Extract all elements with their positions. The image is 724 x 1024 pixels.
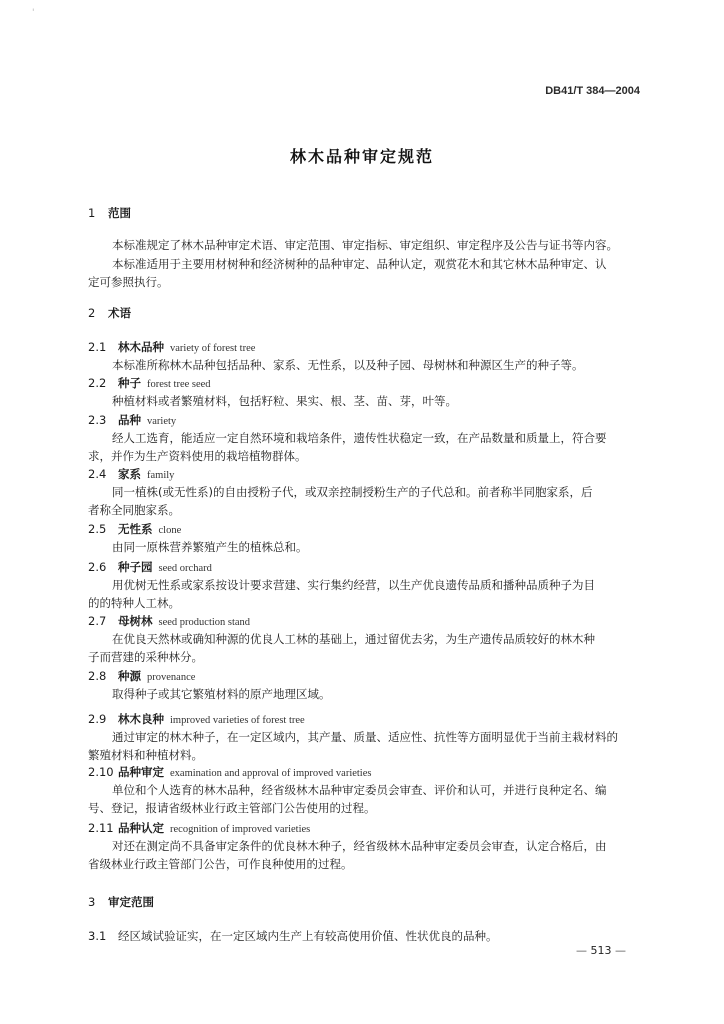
term-number: 2.6 [88, 560, 107, 574]
term-definition-line: 求，并作为生产资料使用的栽培植物群体。 [88, 449, 307, 463]
term-heading [88, 559, 212, 577]
term-name-cn: 母树林 [118, 614, 153, 628]
term-number: 2.11 [88, 821, 114, 835]
term-definition-line: 种植材料或者繁殖材料，包括籽粒、果实、根、茎、苗、芽，叶等。 [112, 394, 457, 408]
term-name-en: forest tree seed [147, 379, 211, 390]
scope-paragraph-2-line-1: 本标准适用于主要用材树种和经济树种的品种审定、品种认定，观赏花木和其它林木品种审定、认 [112, 257, 607, 271]
scope-paragraph-2-line-2: 定可参照执行。 [88, 275, 169, 289]
scan-mark: ' [32, 8, 36, 18]
term-name-cn: 林木品种 [118, 340, 164, 354]
term-heading [88, 412, 176, 430]
term-name-en: recognition of improved varieties [170, 824, 311, 835]
section-number: 2 [88, 306, 96, 320]
page-number-dash: — [576, 944, 587, 957]
term-number: 2.4 [88, 467, 107, 481]
page-number-value: 513 [590, 944, 612, 957]
term-heading [88, 613, 250, 631]
section-heading-1 [88, 205, 131, 221]
term-definition-line: 繁殖材料和种植材料。 [88, 748, 203, 762]
section-number: 1 [88, 206, 96, 220]
term-definition-line: 的的特种人工林。 [88, 596, 180, 610]
term-name-cn: 品种认定 [118, 821, 164, 835]
section-title: 术语 [108, 306, 131, 320]
term-name-cn: 种子 [118, 376, 141, 390]
section3-item [88, 928, 498, 944]
term-heading [88, 820, 310, 838]
term-definition-line: 取得种子或其它繁殖材料的原产地理区域。 [112, 687, 331, 701]
term-name-cn: 种子园 [118, 560, 153, 574]
term-name-cn: 无性系 [118, 522, 153, 536]
section-title: 审定范围 [108, 895, 154, 909]
term-number: 2.10 [88, 765, 114, 779]
term-definition-line: 号、登记，报请省级林业行政主管部门公告使用的过程。 [88, 801, 376, 815]
term-definition-line: 本标准所称林木品种包括品种、家系、无性系，以及种子园、母树林和种源区生产的种子等。 [112, 358, 584, 372]
term-name-en: provenance [147, 672, 196, 683]
term-definition-line: 通过审定的林木种子，在一定区域内，其产量、质量、适应性、抗性等方面明显优于当前主栽材料的 [112, 730, 618, 744]
term-name-en: seed orchard [158, 563, 212, 574]
term-definition-line: 经人工选育，能适应一定自然环境和栽培条件，遗传性状稳定一致，在产品数量和质量上，符合要 [112, 431, 607, 445]
term-name-en: improved varieties of forest tree [170, 715, 305, 726]
term-heading [88, 711, 305, 729]
term-name-cn: 品种 [118, 413, 141, 427]
term-heading [88, 521, 181, 539]
term-definition-line: 由同一原株营养繁殖产生的植株总和。 [112, 540, 308, 554]
term-name-en: seed production stand [158, 617, 251, 628]
term-name-cn: 种源 [118, 669, 141, 683]
term-heading [88, 466, 174, 484]
term-name-en: family [147, 470, 175, 481]
term-name-en: examination and approval of improved varieties [170, 768, 372, 779]
section-heading-3 [88, 894, 154, 910]
term-name-en: variety [147, 416, 177, 427]
term-definition-line: 者称全同胞家系。 [88, 503, 180, 517]
term-name-cn: 家系 [118, 467, 141, 481]
term-number: 2.1 [88, 340, 107, 354]
page-number-dash: — [615, 944, 626, 957]
page-title: 林木品种审定规范 [289, 147, 434, 166]
term-number: 2.3 [88, 413, 107, 427]
term-number: 2.9 [88, 712, 107, 726]
section-title: 范围 [108, 206, 131, 220]
term-name-en: variety of forest tree [170, 343, 256, 354]
term-definition-line: 同一植株(或无性系)的自由授粉子代，或双亲控制授粉生产的子代总和。前者称半同胞家系，后 [112, 485, 593, 499]
term-name-cn: 林木良种 [118, 712, 164, 726]
term-heading [88, 764, 371, 782]
term-definition-line: 单位和个人选育的林木品种，经省级林木品种审定委员会审查、评价和认可，并进行良种定名、编 [112, 783, 607, 797]
term-definition-line: 对还在测定尚不具备审定条件的优良林木种子，经省级林木品种审定委员会审查，认定合格后，由 [112, 839, 607, 853]
term-number: 2.2 [88, 376, 107, 390]
item-number: 3.1 [88, 929, 107, 943]
term-name-en: clone [158, 525, 182, 536]
term-number: 2.8 [88, 669, 107, 683]
term-heading [88, 668, 195, 686]
term-heading [88, 339, 255, 357]
section-number: 3 [88, 895, 96, 909]
term-definition-line: 用优树无性系或家系按设计要求营建、实行集约经营，以生产优良遗传品质和播种品质种子为目 [112, 578, 595, 592]
term-definition-line: 在优良天然林或确知种源的优良人工林的基础上，通过留优去劣，为生产遗传品质较好的林木种 [112, 632, 595, 646]
term-definition-line: 省级林业行政主管部门公告，可作良种使用的过程。 [88, 857, 353, 871]
scope-paragraph-1: 本标准规定了林木品种审定术语、审定范围、审定指标、审定组织、审定程序及公告与证书等内容。 [112, 238, 618, 252]
page-number [576, 944, 626, 957]
term-heading [88, 375, 211, 393]
term-definition-line: 子而营建的采种林分。 [88, 650, 203, 664]
term-number: 2.5 [88, 522, 107, 536]
standard-code: DB41/T 384—2004 [545, 85, 640, 97]
term-number: 2.7 [88, 614, 107, 628]
section-heading-2 [88, 305, 131, 321]
term-name-cn: 品种审定 [118, 765, 164, 779]
item-text: 经区域试验证实，在一定区域内生产上有较高使用价值、性状优良的品种。 [118, 929, 498, 943]
